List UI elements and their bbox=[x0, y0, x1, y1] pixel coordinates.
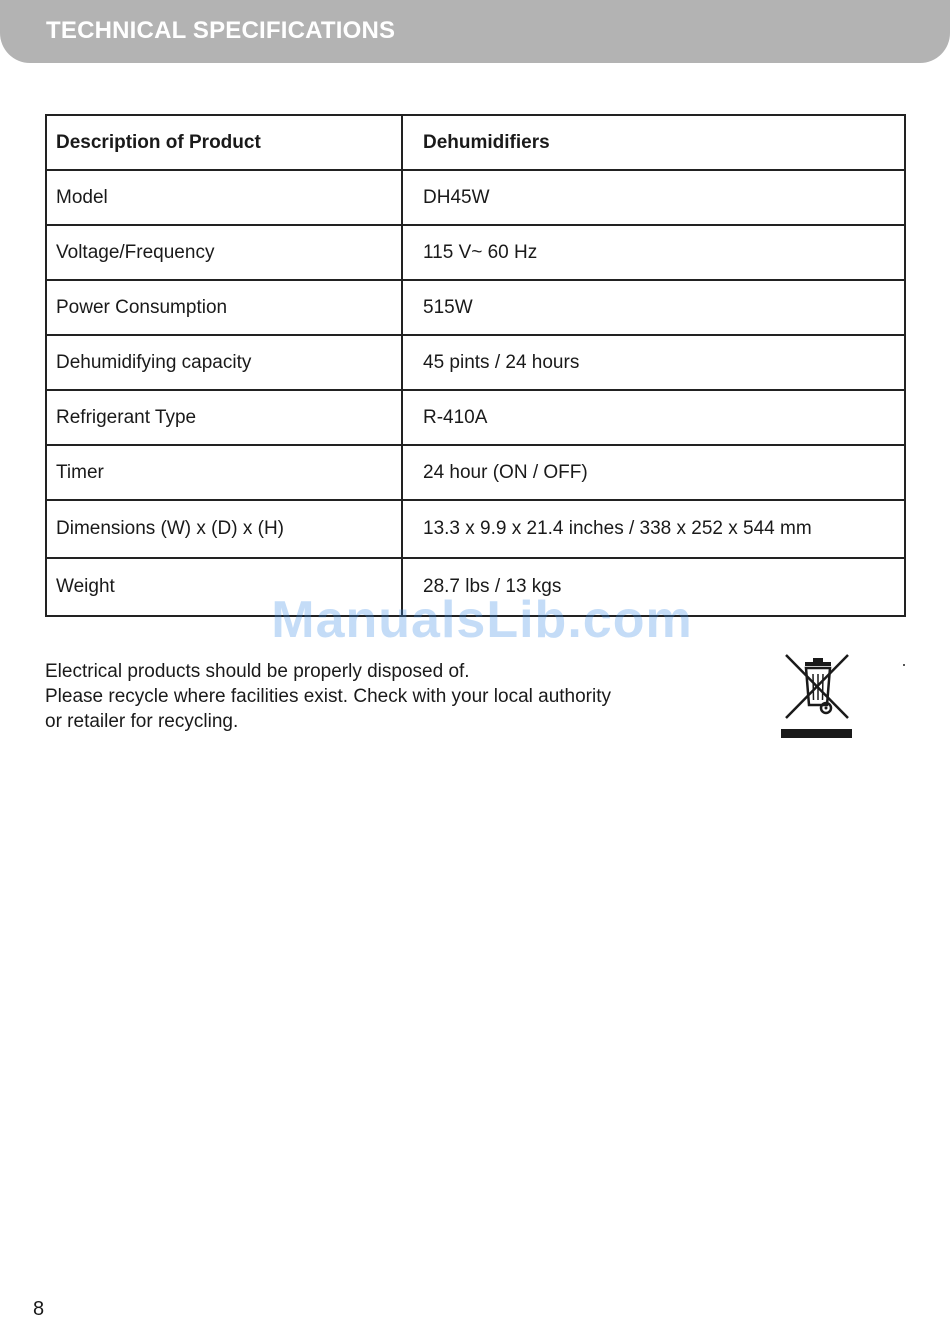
table-header-value: Dehumidifiers bbox=[402, 115, 905, 170]
spec-value: 45 pints / 24 hours bbox=[402, 335, 905, 390]
table-row bbox=[46, 335, 905, 390]
table-row bbox=[46, 170, 905, 225]
table-row bbox=[46, 280, 905, 335]
spec-label: Dehumidifying capacity bbox=[46, 335, 402, 390]
spec-value: 24 hour (ON / OFF) bbox=[402, 445, 905, 500]
specifications-table bbox=[45, 114, 906, 617]
table-row bbox=[46, 445, 905, 500]
spec-label: Dimensions (W) x (D) x (H) bbox=[46, 500, 402, 558]
disposal-notice bbox=[45, 659, 611, 734]
spec-label: Power Consumption bbox=[46, 280, 402, 335]
stray-dot bbox=[903, 664, 905, 666]
table-header-row bbox=[46, 115, 905, 170]
spec-value: DH45W bbox=[402, 170, 905, 225]
watermark: ManualsLib.com bbox=[271, 591, 693, 649]
spec-label: Model bbox=[46, 170, 402, 225]
spec-value: R-410A bbox=[402, 390, 905, 445]
spec-value: 13.3 x 9.9 x 21.4 inches / 338 x 252 x 544 mm bbox=[402, 500, 905, 558]
page-number: 8 bbox=[33, 1298, 45, 1320]
header-bar bbox=[0, 0, 950, 63]
disposal-line: or retailer for recycling. bbox=[45, 711, 239, 732]
spec-label: Voltage/Frequency bbox=[46, 225, 402, 280]
spec-value: 515W bbox=[402, 280, 905, 335]
disposal-line: Electrical products should be properly disposed of. bbox=[45, 661, 470, 682]
table-row bbox=[46, 500, 905, 558]
spec-value: 28.7 lbs / 13 kgs bbox=[402, 558, 905, 616]
disposal-line: Please recycle where facilities exist. Check with your local authority bbox=[45, 686, 612, 707]
table-row bbox=[46, 225, 905, 280]
spec-value: 115 V~ 60 Hz bbox=[402, 225, 905, 280]
table-header-label: Description of Product bbox=[46, 115, 402, 170]
table-row bbox=[46, 390, 905, 445]
spec-label: Timer bbox=[46, 445, 402, 500]
page-title: TECHNICAL SPECIFICATIONS bbox=[46, 17, 396, 44]
spec-label: Weight bbox=[46, 558, 402, 616]
crossed-out-wheelie-bin-icon bbox=[778, 650, 858, 742]
spec-label: Refrigerant Type bbox=[46, 390, 402, 445]
table-row bbox=[46, 558, 905, 616]
